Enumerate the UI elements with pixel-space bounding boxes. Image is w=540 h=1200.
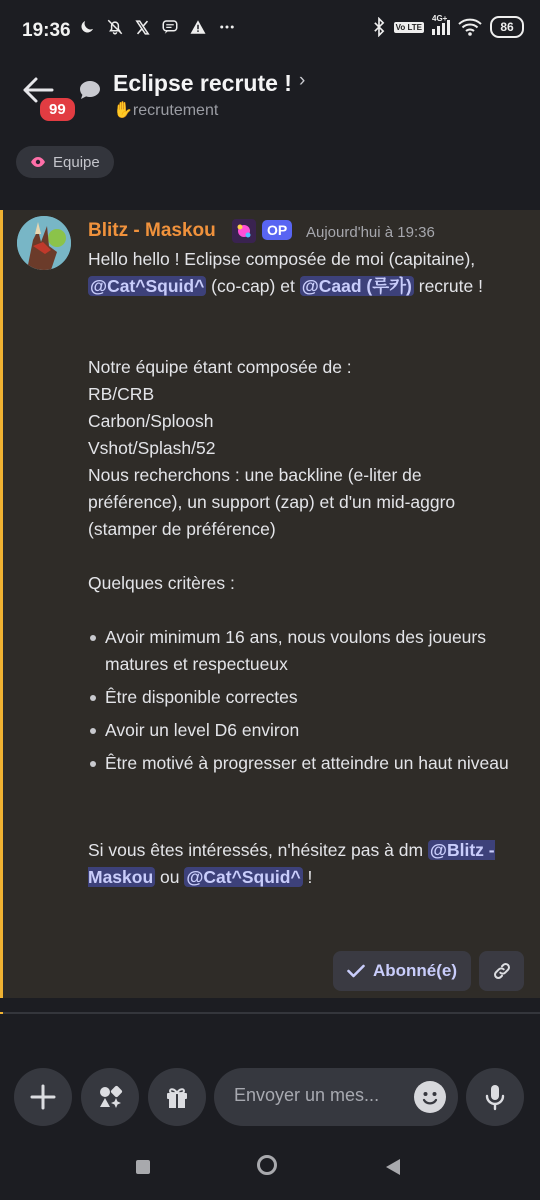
divider — [0, 1012, 540, 1014]
tag-chip[interactable] — [16, 146, 114, 178]
composition-title: Notre équipe étant composée de : — [88, 357, 352, 377]
status-right-icons — [372, 13, 524, 38]
copy-link-button[interactable] — [479, 951, 524, 991]
plus-icon — [29, 1083, 57, 1111]
unread-badge: 99 — [37, 95, 78, 124]
accent-bar — [0, 210, 3, 998]
apps-icon — [96, 1083, 124, 1111]
message-body — [88, 246, 518, 891]
roster-line: RB/CRB — [88, 384, 155, 404]
status-bar — [0, 0, 540, 62]
add-attachment-button[interactable] — [14, 1068, 72, 1126]
message-icon — [161, 18, 179, 36]
followed-button[interactable] — [333, 951, 471, 991]
message-composer[interactable] — [214, 1068, 458, 1126]
list-item: Avoir un level D6 environ — [88, 717, 518, 744]
role-gem-icon — [232, 219, 256, 243]
check-icon — [347, 964, 365, 978]
moon-icon — [78, 18, 96, 36]
link-icon — [492, 961, 512, 981]
mention-catsquid[interactable]: @Cat^Squid^ — [186, 867, 301, 887]
nav-back-icon[interactable] — [384, 1157, 402, 1177]
warning-icon — [189, 18, 207, 36]
divider-accent — [0, 1012, 3, 1014]
roster-line: Vshot/Splash/52 — [88, 438, 216, 458]
gift-button[interactable] — [148, 1068, 206, 1126]
wifi-icon — [458, 18, 482, 36]
bell-off-icon — [106, 18, 124, 36]
message-outro: Si vous êtes intéressés, n'hésitez pas à dm @Blitz - Maskou ou @Cat^Squid^ ! — [88, 840, 495, 887]
status-left-icons — [78, 18, 237, 36]
microphone-icon — [483, 1083, 507, 1111]
list-item: Être disponible correctes — [88, 684, 518, 711]
bluetooth-icon — [372, 17, 386, 37]
message-input[interactable] — [232, 1084, 406, 1107]
apps-button[interactable] — [81, 1068, 139, 1126]
more-icon — [217, 18, 237, 36]
search-line: Nous recherchons : une backline (e-liter de préférence), un support (zap) et d'un mid-aggro (stamper de préférence) — [88, 465, 456, 539]
mention-catsquid[interactable]: @Cat^Squid^ — [90, 276, 205, 296]
chevron-right-icon[interactable]: › — [299, 70, 306, 91]
mention-blitz[interactable]: @Blitz - Maskou — [88, 840, 495, 887]
emoji-icon[interactable] — [414, 1081, 446, 1113]
list-item: Avoir minimum 16 ans, nous voulons des joueurs matures et respectueux — [88, 624, 518, 678]
followed-label: Abonné(e) — [372, 961, 457, 980]
thread-title[interactable]: Eclipse recrute ! — [113, 70, 292, 96]
lte-icon: Vo LTE — [395, 22, 422, 32]
criteria-list — [88, 624, 518, 777]
home-button[interactable] — [257, 1155, 277, 1175]
roster-line: Carbon/Sploosh — [88, 411, 214, 431]
criteria-title: Quelques critères : — [88, 573, 235, 593]
channel-name: ✋recrutement — [113, 102, 219, 119]
x-icon — [134, 19, 151, 36]
status-time: 19:36 — [22, 20, 71, 41]
chat-bubble-icon — [78, 79, 102, 101]
message-timestamp: Aujourd'hui à 19:36 — [306, 224, 435, 241]
mention-caad[interactable]: @Caad (루카) — [301, 276, 412, 296]
tag-label: Equipe — [53, 153, 100, 171]
avatar[interactable] — [17, 216, 71, 270]
eye-tag-icon — [30, 156, 46, 168]
recent-apps-button[interactable] — [136, 1160, 150, 1174]
author-name[interactable]: Blitz - Maskou — [88, 220, 216, 241]
op-badge: OP — [262, 220, 292, 240]
channel-header — [0, 62, 540, 132]
message-intro: Hello hello ! Eclipse composée de moi (capitaine), @Cat^Squid^ (co-cap) et @Caad (루카) recrute ! — [88, 249, 483, 296]
signal-icon: 4G+ — [432, 20, 450, 35]
message-card — [0, 210, 540, 998]
battery-icon: 86 — [490, 16, 524, 38]
list-item: Être motivé à progresser et atteindre un haut niveau — [88, 750, 518, 777]
gift-icon — [163, 1083, 191, 1111]
voice-button[interactable] — [466, 1068, 524, 1126]
